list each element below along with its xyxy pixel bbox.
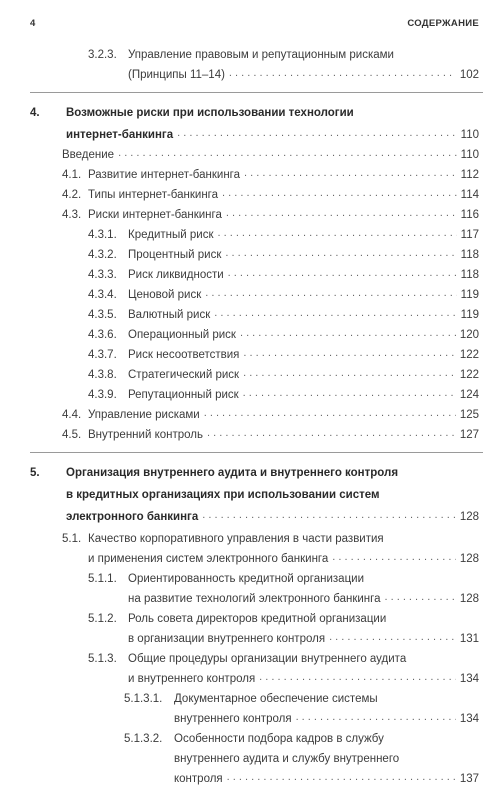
entry-title: контроля [174,773,223,785]
toc-entry-5-1-3-cont[interactable] [128,668,479,686]
toc-entry-4-1[interactable] [62,164,479,182]
dot-leader [229,66,456,80]
entry-title: Риски интернет-банкинга [88,209,222,221]
entry-number: 4.3.5. [88,309,117,321]
entry-number: 4.3.9. [88,389,117,401]
entry-page: 128 [459,593,479,605]
toc-entry-5-cont2[interactable] [66,506,479,524]
entry-page: 119 [460,309,479,321]
entry-number: 4.3.4. [88,289,117,301]
toc-entry-4-3-8[interactable] [88,364,479,382]
toc-entry-4-3-5[interactable] [88,304,479,322]
toc-entry-5-1-1[interactable] [88,568,479,586]
dot-leader [214,306,456,320]
entry-number: 5.1. [62,533,82,545]
entry-page: 118 [460,249,479,261]
dot-leader [243,386,456,400]
toc-entry-4-3-1[interactable] [88,224,479,242]
dot-leader [227,770,456,784]
running-title: СОДЕРЖАНИЕ [407,18,479,29]
entry-title: Роль совета директоров кредитной организации [128,613,387,625]
dot-leader [332,550,456,564]
toc-entry-5-1-3-2-cont2[interactable] [174,768,479,786]
dot-leader [225,246,456,260]
entry-page: 122 [459,349,479,361]
entry-title: Особенности подбора кадров в службу [174,733,384,745]
entry-number: 4.5. [62,429,82,441]
toc-entry-intro[interactable] [62,144,479,162]
entry-page: 125 [459,409,479,421]
entry-title: Стратегический риск [128,369,240,381]
entry-page: 114 [460,189,479,201]
entry-title: Развитие интернет-банкинга [88,169,241,181]
entry-number: 4.3.6. [88,329,117,341]
entry-page: 124 [459,389,479,401]
toc-entry-5-1-cont[interactable] [88,548,479,566]
entry-number: 4.3.3. [88,269,117,281]
dot-leader [259,670,456,684]
dot-leader [217,226,456,240]
dot-leader [228,266,457,280]
section-divider [30,452,483,453]
entry-page: 118 [460,269,479,281]
entry-page: 134 [459,673,479,685]
entry-title: (Принципы 11–14) [128,69,225,81]
entry-title: Управление правовым и репутационным рисками [128,49,394,61]
toc-entry-5[interactable] [30,462,479,480]
dot-leader [329,630,456,644]
entry-title: в организации внутреннего контроля [128,633,326,645]
dot-leader [243,366,456,380]
entry-number: 4.3.7. [88,349,117,361]
entry-page: 120 [459,329,479,341]
toc-entry-4-3-6[interactable] [88,324,479,342]
entry-number: 4.4. [62,409,82,421]
entry-title: Риск ликвидности [128,269,224,281]
toc-entry-5-1-3-1-cont[interactable] [174,708,479,726]
entry-number: 5.1.3. [88,653,117,665]
toc-entry-5-1-3[interactable] [88,648,479,666]
entry-title: Типы интернет-банкинга [88,189,219,201]
page-header [30,18,479,29]
entry-title: и внутреннего контроля [128,673,256,685]
toc-entry-4-3-9[interactable] [88,384,479,402]
dot-leader [384,590,455,604]
entry-number: 4. [30,107,40,119]
toc-entry-5-1-2-cont[interactable] [128,628,479,646]
toc-entry-4-3-2[interactable] [88,244,479,262]
dot-leader [118,146,457,160]
entry-title: Организация внутреннего аудита и внутреннего контроля [66,467,399,479]
section-divider [30,92,483,93]
entry-number: 3.2.3. [88,49,117,61]
entry-number: 4.2. [62,189,82,201]
entry-title: в кредитных организациях при использовании систем [66,489,380,501]
toc-entry-4[interactable] [30,102,479,120]
entry-page: 122 [459,369,479,381]
toc-entry-4-3-4[interactable] [88,284,479,302]
dot-leader [226,206,457,220]
entry-title: Качество корпоративного управления в части развития [88,533,384,545]
toc-entry-5-1[interactable] [62,528,479,546]
entry-number: 4.3.8. [88,369,117,381]
entry-title: и применения систем электронного банкинга [88,553,329,565]
entry-title: Кредитный риск [128,229,214,241]
toc-entry-4-3-3[interactable] [88,264,479,282]
entry-number: 4.1. [62,169,82,181]
entry-title: Документарное обеспечение системы [174,693,378,705]
entry-number: 5.1.2. [88,613,117,625]
entry-title: Введение [62,149,115,161]
entry-title: Возможные риски при использовании технологии [66,107,354,119]
entry-title: Ценовой риск [128,289,202,301]
toc-entry-5-cont1[interactable] [66,484,479,502]
dot-leader [202,508,456,522]
toc-entry-5-1-1-cont[interactable] [128,588,479,606]
entry-title: внутреннего контроля [174,713,292,725]
entry-title: Репутационный риск [128,389,239,401]
toc-entry-5-1-3-2[interactable] [124,728,479,746]
dot-leader [222,186,457,200]
entry-page: 128 [459,511,479,523]
entry-title: Процентный риск [128,249,222,261]
toc-entry-5-1-3-1[interactable] [124,688,479,706]
entry-title: электронного банкинга [66,511,199,523]
entry-number: 5.1.3.2. [124,733,163,745]
dot-leader [177,126,457,140]
toc-entry-5-1-2[interactable] [88,608,479,626]
entry-title: Управление рисками [88,409,200,421]
dot-leader [204,406,456,420]
entry-title: на развитие технологий электронного банкинга [128,593,381,605]
toc-entry-3-2-3-cont[interactable] [128,64,479,82]
entry-page: 128 [459,553,479,565]
entry-number: 5. [30,467,40,479]
entry-page: 112 [460,169,479,181]
entry-page: 127 [459,429,479,441]
entry-title: Внутренний контроль [88,429,203,441]
toc-entry-5-1-3-2-cont1[interactable] [174,748,479,766]
entry-title: Валютный риск [128,309,211,321]
entry-page: 137 [459,773,479,785]
entry-page: 102 [459,69,479,81]
page-number: 4 [30,18,36,29]
entry-page: 134 [459,713,479,725]
entry-page: 110 [460,129,479,141]
entry-title: Операционный риск [128,329,236,341]
toc-entry-4-cont[interactable] [66,124,479,142]
entry-title: внутреннего аудита и службу внутреннего [174,753,400,765]
dot-leader [240,326,456,340]
entry-page: 117 [460,229,479,241]
toc-entry-4-4[interactable] [62,404,479,422]
dot-leader [243,346,455,360]
toc-entry-4-3[interactable] [62,204,479,222]
dot-leader [244,166,457,180]
entry-title: Общие процедуры организации внутреннего аудита [128,653,407,665]
toc-entry-4-2[interactable] [62,184,479,202]
entry-number: 4.3.2. [88,249,117,261]
entry-page: 131 [459,633,479,645]
dot-leader [296,710,456,724]
entry-number: 5.1.1. [88,573,117,585]
entry-page: 116 [460,209,479,221]
entry-title: интернет-банкинга [66,129,174,141]
entry-page: 119 [460,289,479,301]
entry-number: 5.1.3.1. [124,693,163,705]
entry-number: 4.3. [62,209,82,221]
toc-entry-4-5[interactable] [62,424,479,442]
entry-title: Ориентированность кредитной организации [128,573,365,585]
entry-number: 4.3.1. [88,229,117,241]
toc-entry-3-2-3[interactable] [88,44,479,62]
entry-title: Риск несоответствия [128,349,240,361]
toc-entry-4-3-7[interactable] [88,344,479,362]
entry-page: 110 [460,149,479,161]
dot-leader [207,426,456,440]
dot-leader [205,286,456,300]
